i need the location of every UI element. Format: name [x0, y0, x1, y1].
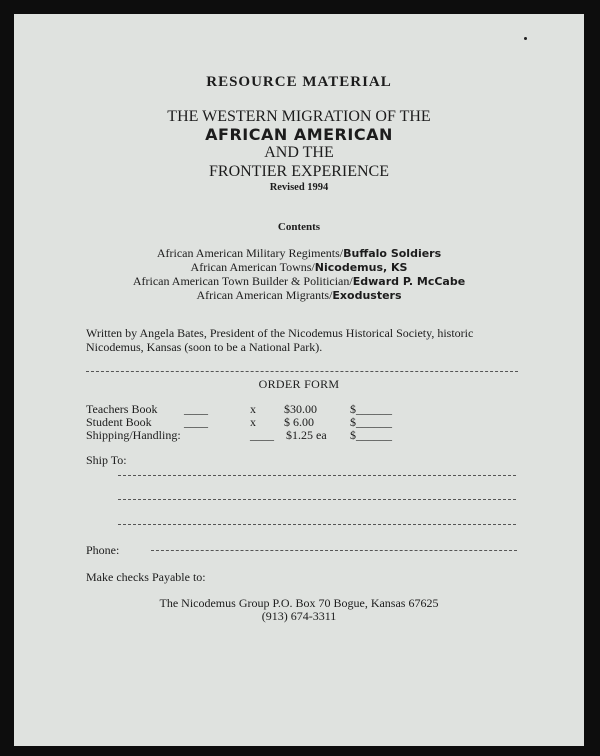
order-times: x [250, 415, 256, 429]
contents-item: African American Migrants/Exodusters [196, 288, 402, 302]
phone-label: Phone: [86, 543, 120, 557]
document-heading: RESOURCE MATERIAL [206, 74, 392, 90]
ship-to-line[interactable] [118, 499, 516, 500]
contents-item: African American Towns/Nicodemus, KS [190, 260, 408, 274]
order-price: $ 6.00 [284, 415, 314, 429]
ship-to-label: Ship To: [86, 453, 127, 467]
order-item: Student Book [86, 415, 152, 429]
title-line-2: AFRICAN AMERICAN [205, 125, 393, 144]
order-price: $1.25 ea [286, 428, 327, 442]
order-qty-blank[interactable]: ____ [184, 415, 208, 429]
ship-to-line[interactable] [118, 475, 516, 476]
order-qty-blank[interactable]: ____ [250, 428, 274, 442]
order-total-blank[interactable]: $______ [350, 428, 392, 442]
mailing-address: The Nicodemus Group P.O. Box 70 Bogue, Kansas 67625 [159, 596, 439, 610]
order-total-blank[interactable]: $______ [350, 402, 392, 416]
contents-item: African American Military Regiments/Buffalo Soldiers [156, 246, 442, 260]
phone-line[interactable] [151, 550, 517, 551]
ship-to-line[interactable] [118, 524, 516, 525]
paper-sheet [14, 14, 584, 746]
order-qty-blank[interactable]: ____ [184, 402, 208, 416]
title-line-3: AND THE [264, 144, 334, 161]
order-total-blank[interactable]: $______ [350, 415, 392, 429]
contents-item: African American Town Builder & Politician/Edward P. McCabe [132, 274, 466, 288]
author-statement: Written by Angela Bates, President of the Nicodemus Historical Society, historic Nicodemus, Kansas (soon to be a National Park). [86, 326, 474, 354]
telephone-number: (913) 674-3311 [261, 609, 337, 623]
divider-dashed [86, 371, 518, 372]
order-form-title: ORDER FORM [258, 377, 340, 391]
paper-speck [524, 37, 527, 40]
revised-note: Revised 1994 [269, 182, 329, 193]
title-line-1: THE WESTERN MIGRATION OF THE [167, 108, 431, 125]
order-price: $30.00 [284, 402, 317, 416]
checks-label: Make checks Payable to: [86, 570, 206, 584]
order-item: Teachers Book [86, 402, 158, 416]
order-item: Shipping/Handling: [86, 428, 181, 442]
order-times: x [250, 402, 256, 416]
contents-heading: Contents [277, 221, 321, 233]
title-line-4: FRONTIER EXPERIENCE [209, 163, 389, 180]
